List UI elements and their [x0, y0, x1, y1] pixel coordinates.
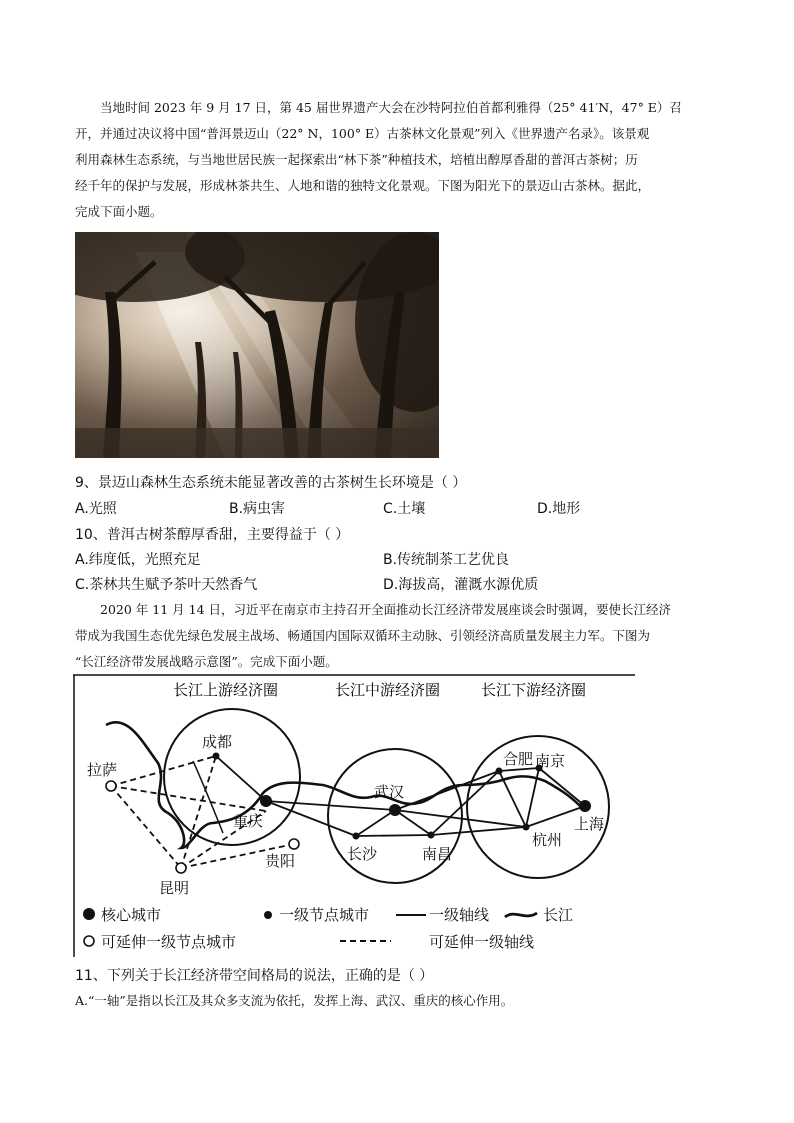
city-label-wuhan: 武汉	[374, 783, 405, 801]
legend-ext-city-icon	[84, 936, 94, 946]
question-9-stem: 9、景迈山森林生态系统未能显著改善的古茶树生长环境是（ ）	[75, 475, 467, 491]
ext-city-kunming	[176, 863, 186, 873]
yangtze-economic-belt-diagram	[73, 673, 635, 957]
q10-option-c[interactable]: C.茶林共生赋予茶叶天然香气	[75, 577, 258, 593]
city-label-chongqing: 重庆	[233, 812, 264, 830]
node-city-hangzhou	[523, 824, 530, 831]
city-label-shanghai: 上海	[574, 815, 605, 833]
passage-1-line: 利用森林生态系统，与当地世居民族一起探索出“林下茶”种植技术，培植出醇厚香甜的普洱古茶树；历	[75, 152, 638, 167]
forest-photo	[75, 232, 439, 458]
passage-1-line: 当地时间 2023 年 9 月 17 日，第 45 届世界遗产大会在沙特阿拉伯首都利雅得（25° 41′N，47° E）召	[100, 100, 682, 115]
question-10-stem: 10、普洱古树茶醇厚香甜，主要得益于（ ）	[75, 527, 350, 543]
question-11-stem: 11、下列关于长江经济带空间格局的说法，正确的是（ ）	[75, 968, 434, 984]
legend-core-city-icon	[83, 908, 95, 920]
downstream-circle-title: 长江下游经济圈	[481, 681, 587, 699]
q10-option-a[interactable]: A.纬度低，光照充足	[75, 552, 201, 568]
node-city-nanchang	[428, 832, 435, 839]
passage-2-line: 2020 年 11 月 14 日，习近平在南京市主持召开全面推动长江经济带发展座谈会时强调，要使长江经济	[100, 602, 671, 617]
core-city-chongqing	[260, 795, 272, 807]
ext-city-lasa	[106, 781, 116, 791]
node-city-changsha	[353, 833, 360, 840]
passage-2-line: 带成为我国生态优先绿色发展主战场、畅通国内国际双循环主动脉、引领经济高质量发展主力军。下图为	[75, 628, 651, 643]
city-label-nanjing: 南京	[535, 752, 566, 770]
upstream-circle	[164, 709, 300, 845]
q10-option-d[interactable]: D.海拔高，灌溉水源优质	[383, 577, 539, 593]
forest-photo-icon	[75, 232, 439, 458]
city-label-changsha: 长沙	[347, 845, 378, 863]
ext-city-guiyang	[289, 839, 299, 849]
city-label-guiyang: 贵阳	[265, 852, 296, 870]
node-city-hefei	[496, 768, 503, 775]
core-city-shanghai	[579, 800, 591, 812]
q9-option-d[interactable]: D.地形	[537, 501, 581, 517]
legend-ext-city: 可延伸一级节点城市	[101, 933, 237, 951]
legend-node-city-icon	[264, 911, 272, 919]
q9-option-b[interactable]: B.病虫害	[229, 501, 286, 517]
passage-1-line: 完成下面小题。	[75, 204, 163, 219]
q9-option-c[interactable]: C.土壤	[383, 501, 426, 517]
node-city-chengdu	[213, 753, 220, 760]
city-label-chengdu: 成都	[202, 733, 233, 751]
midstream-circle-title: 长江中游经济圈	[335, 681, 441, 699]
passage-1-line: 经千年的保护与发展，形成林茶共生、人地和谐的独特文化景观。下图为阳光下的景迈山古茶林。据此，	[75, 178, 651, 193]
city-label-hefei: 合肥	[503, 750, 534, 768]
legend-river: 长江	[543, 906, 574, 924]
river-tributary	[193, 761, 223, 833]
city-label-kunming: 昆明	[159, 879, 190, 897]
q9-option-a[interactable]: A.光照	[75, 501, 117, 517]
passage-1	[75, 95, 719, 225]
legend-ext-axis: 可延伸一级轴线	[429, 933, 535, 951]
city-label-lasa: 拉萨	[87, 761, 118, 779]
passage-2	[75, 597, 719, 675]
city-label-hangzhou: 杭州	[532, 831, 563, 849]
q11-option-a[interactable]: A.“一轴”是指以长江及其众多支流为依托，发挥上海、武汉、重庆的核心作用。	[75, 993, 514, 1008]
legend-axis: 一级轴线	[429, 906, 490, 924]
passage-2-line: “长江经济带发展战略示意图”。完成下面小题。	[75, 654, 338, 669]
legend-core-city: 核心城市	[101, 906, 162, 924]
legend	[83, 906, 573, 951]
legend-river-icon	[505, 913, 537, 917]
city-label-nanchang: 南昌	[422, 845, 453, 863]
q10-option-b[interactable]: B.传统制茶工艺优良	[383, 552, 510, 568]
core-city-wuhan	[389, 804, 401, 816]
legend-node-city: 一级节点城市	[279, 906, 370, 924]
upstream-circle-title: 长江上游经济圈	[173, 681, 279, 699]
passage-1-line: 开，并通过决议将中国“普洱景迈山（22° N，100° E）古茶林文化景观”列入《世界遗产名录》。该景观	[75, 126, 650, 141]
